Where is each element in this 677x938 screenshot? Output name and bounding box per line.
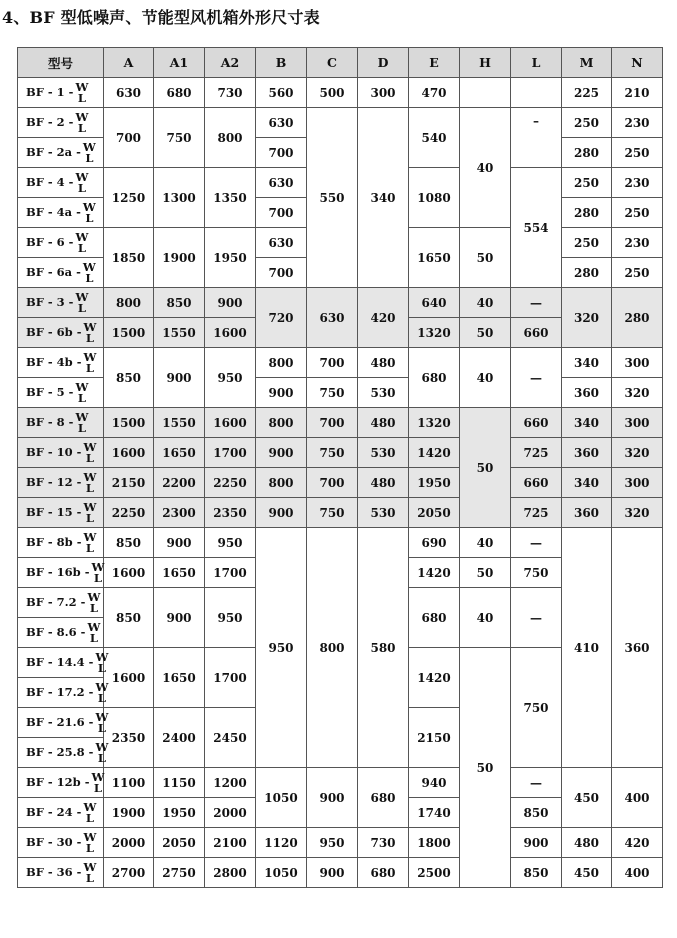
table-cell: 850 bbox=[104, 348, 154, 408]
table-cell: 1600 bbox=[104, 438, 154, 468]
table-row bbox=[18, 468, 663, 498]
table-cell: 800 bbox=[104, 288, 154, 318]
table-cell: 1740 bbox=[409, 798, 460, 828]
table-cell: 250 bbox=[612, 198, 663, 228]
wl-suffix: W L bbox=[83, 319, 97, 345]
table-cell: 700 bbox=[104, 108, 154, 168]
table-cell: 320 bbox=[612, 498, 663, 528]
table-cell: 2000 bbox=[104, 828, 154, 858]
table-cell: 50 bbox=[460, 228, 511, 288]
model-name: BF - 8 - bbox=[26, 414, 74, 429]
wl-suffix: W L bbox=[75, 109, 89, 135]
model-name: BF - 8.6 - bbox=[26, 624, 86, 639]
model-name: BF - 3 - bbox=[26, 294, 74, 309]
table-cell: 300 bbox=[612, 408, 663, 438]
table-cell: 320 bbox=[562, 288, 612, 348]
model-cell bbox=[18, 258, 104, 288]
header-cell: D bbox=[358, 48, 409, 78]
table-cell: 2400 bbox=[154, 708, 205, 768]
model-name: BF - 2 - bbox=[26, 114, 74, 129]
wl-suffix: W L bbox=[75, 169, 89, 195]
table-cell: 250 bbox=[612, 138, 663, 168]
table-cell: 540 bbox=[409, 108, 460, 168]
table-cell: 660 bbox=[511, 318, 562, 348]
header-cell: B bbox=[256, 48, 307, 78]
table-cell: 1950 bbox=[154, 798, 205, 828]
model-cell bbox=[18, 558, 104, 588]
model-cell bbox=[18, 348, 104, 378]
model-cell bbox=[18, 498, 104, 528]
table-cell: 900 bbox=[256, 378, 307, 408]
wl-suffix: W L bbox=[75, 379, 89, 405]
header-cell: N bbox=[612, 48, 663, 78]
model-name: BF - 6b - bbox=[26, 324, 82, 339]
wl-suffix: W L bbox=[83, 529, 97, 555]
model-name: BF - 30 - bbox=[26, 834, 82, 849]
table-cell: 300 bbox=[612, 468, 663, 498]
table-cell: 900 bbox=[307, 858, 358, 888]
header-cell: L bbox=[511, 48, 562, 78]
model-cell bbox=[18, 768, 104, 798]
table-cell: 550 bbox=[307, 108, 358, 288]
wl-suffix: W L bbox=[83, 829, 97, 855]
table-cell: 360 bbox=[562, 378, 612, 408]
table-cell: 680 bbox=[358, 768, 409, 828]
table-cell: 950 bbox=[205, 348, 256, 408]
table-cell: 630 bbox=[104, 78, 154, 108]
table-cell: 360 bbox=[612, 528, 663, 768]
model-cell bbox=[18, 288, 104, 318]
wl-suffix: W L bbox=[82, 259, 96, 285]
table-cell: 400 bbox=[612, 768, 663, 828]
wl-suffix: W L bbox=[83, 859, 97, 885]
table-cell: 660 bbox=[511, 408, 562, 438]
wl-suffix: W L bbox=[95, 709, 109, 735]
table-cell: 700 bbox=[256, 138, 307, 168]
model-name: BF - 6 - bbox=[26, 234, 74, 249]
table-cell: 700 bbox=[307, 348, 358, 378]
table-cell: 950 bbox=[205, 528, 256, 558]
table-cell: 2700 bbox=[104, 858, 154, 888]
table-cell: 640 bbox=[409, 288, 460, 318]
table-cell: 1600 bbox=[104, 558, 154, 588]
table-cell: 50 bbox=[460, 318, 511, 348]
wl-suffix: W L bbox=[87, 619, 101, 645]
model-cell bbox=[18, 378, 104, 408]
table-row bbox=[18, 528, 663, 558]
table-cell: 1250 bbox=[104, 168, 154, 228]
table-cell: 800 bbox=[256, 408, 307, 438]
table-cell: 250 bbox=[562, 168, 612, 198]
wl-suffix: W L bbox=[95, 739, 109, 765]
table-cell: 1850 bbox=[104, 228, 154, 288]
table-cell: 230 bbox=[612, 168, 663, 198]
table-cell: 50 bbox=[460, 408, 511, 528]
table-cell: 900 bbox=[256, 498, 307, 528]
table-cell: 690 bbox=[409, 528, 460, 558]
table-cell: 730 bbox=[205, 78, 256, 108]
model-name: BF - 6a - bbox=[26, 264, 81, 279]
table-cell: 700 bbox=[307, 408, 358, 438]
table-cell: 420 bbox=[358, 288, 409, 348]
table-cell: 280 bbox=[562, 138, 612, 168]
table-cell: 1650 bbox=[154, 438, 205, 468]
model-name: BF - 36 - bbox=[26, 864, 82, 879]
table-cell: 800 bbox=[256, 468, 307, 498]
table-cell: 225 bbox=[562, 78, 612, 108]
table-cell: 1050 bbox=[256, 768, 307, 828]
header-cell: A bbox=[104, 48, 154, 78]
table-cell: 280 bbox=[612, 288, 663, 348]
wl-suffix: W L bbox=[95, 679, 109, 705]
model-cell bbox=[18, 828, 104, 858]
table-cell: 680 bbox=[358, 858, 409, 888]
header-cell: C bbox=[307, 48, 358, 78]
table-cell: 2350 bbox=[205, 498, 256, 528]
table-cell: 660 bbox=[511, 468, 562, 498]
table-cell: 800 bbox=[256, 348, 307, 378]
table-cell: 530 bbox=[358, 438, 409, 468]
header-cell: A1 bbox=[154, 48, 205, 78]
table-cell: 2050 bbox=[409, 498, 460, 528]
table-cell: 850 bbox=[104, 528, 154, 558]
table-cell: 1900 bbox=[154, 228, 205, 288]
wl-suffix: W L bbox=[75, 409, 89, 435]
table-cell: 800 bbox=[205, 108, 256, 168]
model-cell bbox=[18, 708, 109, 738]
model-cell bbox=[18, 738, 109, 768]
model-name: BF - 14.4 - bbox=[26, 654, 94, 669]
table-cell: 1700 bbox=[205, 438, 256, 468]
table-cell: 2100 bbox=[205, 828, 256, 858]
table-cell: 1950 bbox=[205, 228, 256, 288]
model-cell bbox=[18, 528, 104, 558]
wl-suffix: W L bbox=[95, 649, 109, 675]
table-cell: 1650 bbox=[409, 228, 460, 288]
table-cell: 750 bbox=[154, 108, 205, 168]
table-cell: 1900 bbox=[104, 798, 154, 828]
table-cell: 630 bbox=[307, 288, 358, 348]
model-name: BF - 4 - bbox=[26, 174, 74, 189]
table-cell: 850 bbox=[104, 588, 154, 648]
table-cell: 750 bbox=[307, 378, 358, 408]
wl-suffix: W L bbox=[87, 589, 101, 615]
model-name: BF - 21.6 - bbox=[26, 714, 94, 729]
table-cell: 1600 bbox=[205, 408, 256, 438]
table-row bbox=[18, 828, 663, 858]
table-cell: 1500 bbox=[104, 318, 154, 348]
table-cell: 280 bbox=[562, 258, 612, 288]
table-cell: 40 bbox=[460, 348, 511, 408]
table-cell: 940 bbox=[409, 768, 460, 798]
table-cell: 1120 bbox=[256, 828, 307, 858]
header-cell: M bbox=[562, 48, 612, 78]
table-cell: 40 bbox=[460, 288, 511, 318]
table-cell: 450 bbox=[562, 768, 612, 828]
table-cell: 900 bbox=[256, 438, 307, 468]
table-cell: 480 bbox=[358, 468, 409, 498]
header-row bbox=[18, 48, 663, 78]
table-cell: 725 bbox=[511, 438, 562, 468]
wl-suffix: W L bbox=[83, 349, 97, 375]
table-cell: 900 bbox=[154, 348, 205, 408]
table-cell: 1500 bbox=[104, 408, 154, 438]
model-cell bbox=[18, 858, 104, 888]
table-cell: 500 bbox=[307, 78, 358, 108]
table-cell: 1550 bbox=[154, 318, 205, 348]
table-cell: 2350 bbox=[104, 708, 154, 768]
table-cell: 340 bbox=[562, 348, 612, 378]
table-cell: 750 bbox=[307, 438, 358, 468]
table-row bbox=[18, 498, 663, 528]
model-name: BF - 12 - bbox=[26, 474, 82, 489]
table-cell: 630 bbox=[256, 168, 307, 198]
table-cell: 1800 bbox=[409, 828, 460, 858]
table-cell: 700 bbox=[256, 198, 307, 228]
table-cell: 1320 bbox=[409, 318, 460, 348]
table-cell: 2800 bbox=[205, 858, 256, 888]
table-cell bbox=[511, 78, 562, 108]
wl-suffix: W L bbox=[82, 139, 96, 165]
table-cell: 750 bbox=[307, 498, 358, 528]
table-cell: 630 bbox=[256, 108, 307, 138]
model-name: BF - 4a - bbox=[26, 204, 81, 219]
table-cell: 250 bbox=[562, 228, 612, 258]
table-cell: 1320 bbox=[409, 408, 460, 438]
table-cell: — bbox=[511, 288, 562, 318]
table-cell: 950 bbox=[256, 528, 307, 768]
table-cell: 480 bbox=[358, 408, 409, 438]
table-cell: 400 bbox=[612, 858, 663, 888]
header-cell: E bbox=[409, 48, 460, 78]
table-cell: 750 bbox=[511, 558, 562, 588]
table-cell: 680 bbox=[154, 78, 205, 108]
model-name: BF - 8b - bbox=[26, 534, 82, 549]
table-cell: 950 bbox=[205, 588, 256, 648]
table-cell: 300 bbox=[612, 348, 663, 378]
model-cell bbox=[18, 408, 104, 438]
table-cell: 850 bbox=[154, 288, 205, 318]
table-cell: 300 bbox=[358, 78, 409, 108]
table-cell: 210 bbox=[612, 78, 663, 108]
table-cell: 340 bbox=[562, 408, 612, 438]
table-cell: 700 bbox=[307, 468, 358, 498]
wl-suffix: W L bbox=[82, 199, 96, 225]
model-name: BF - 12b - bbox=[26, 774, 90, 789]
table-cell: 410 bbox=[562, 528, 612, 768]
model-cell bbox=[18, 138, 104, 168]
model-name: BF - 10 - bbox=[26, 444, 82, 459]
table-cell: 850 bbox=[511, 858, 562, 888]
table-cell: 725 bbox=[511, 498, 562, 528]
page-title: 4、BF 型低噪声、节能型风机箱外形尺寸表 bbox=[2, 8, 320, 27]
table-cell: — bbox=[511, 348, 562, 408]
table-cell: 850 bbox=[511, 798, 562, 828]
table-cell: 50 bbox=[460, 648, 511, 888]
table-cell: 1350 bbox=[205, 168, 256, 228]
table-row bbox=[18, 288, 663, 318]
table-cell: 470 bbox=[409, 78, 460, 108]
table-row bbox=[18, 768, 663, 798]
table-cell: 1700 bbox=[205, 648, 256, 708]
table-cell: 2250 bbox=[104, 498, 154, 528]
table-cell: 1420 bbox=[409, 648, 460, 708]
model-name: BF - 24 - bbox=[26, 804, 82, 819]
wl-suffix: W L bbox=[83, 799, 97, 825]
table-row bbox=[18, 108, 663, 138]
table-cell: 420 bbox=[612, 828, 663, 858]
model-cell bbox=[18, 798, 104, 828]
model-cell bbox=[18, 618, 104, 648]
table-cell: 950 bbox=[307, 828, 358, 858]
table-cell: 1600 bbox=[104, 648, 154, 708]
table-cell: 750 bbox=[511, 648, 562, 768]
table-cell: 2300 bbox=[154, 498, 205, 528]
table-cell: 230 bbox=[612, 228, 663, 258]
table-cell: 900 bbox=[154, 528, 205, 558]
model-cell bbox=[18, 468, 104, 498]
table-cell: 320 bbox=[612, 438, 663, 468]
table-cell: 40 bbox=[460, 108, 511, 228]
wl-suffix: W L bbox=[83, 439, 97, 465]
table-cell: 554 bbox=[511, 168, 562, 288]
table-cell: 1420 bbox=[409, 438, 460, 468]
table-cell: 340 bbox=[562, 468, 612, 498]
table-row bbox=[18, 858, 663, 888]
table-row bbox=[18, 348, 663, 378]
model-name: BF - 5 - bbox=[26, 384, 74, 399]
table-cell: 2500 bbox=[409, 858, 460, 888]
table-cell: 320 bbox=[612, 378, 663, 408]
model-cell bbox=[18, 648, 109, 678]
table-cell: 250 bbox=[562, 108, 612, 138]
table-cell: 2150 bbox=[409, 708, 460, 768]
model-cell bbox=[18, 318, 104, 348]
table-cell: 720 bbox=[256, 288, 307, 348]
table-cell: 1300 bbox=[154, 168, 205, 228]
table-cell: 450 bbox=[562, 858, 612, 888]
table-cell: 40 bbox=[460, 528, 511, 558]
table-cell: 360 bbox=[562, 498, 612, 528]
table-cell: 900 bbox=[307, 768, 358, 828]
table-cell: 50 bbox=[460, 558, 511, 588]
model-name: BF - 7.2 - bbox=[26, 594, 86, 609]
table-cell: 1420 bbox=[409, 558, 460, 588]
table-cell: 560 bbox=[256, 78, 307, 108]
model-cell bbox=[18, 678, 109, 708]
table-cell: 1150 bbox=[154, 768, 205, 798]
table-row bbox=[18, 78, 663, 108]
header-cell: 型号 bbox=[18, 48, 104, 78]
table-cell: 40 bbox=[460, 588, 511, 648]
table-cell: 230 bbox=[612, 108, 663, 138]
table-cell: 1950 bbox=[409, 468, 460, 498]
model-name: BF - 25.8 - bbox=[26, 744, 94, 759]
table-cell: — bbox=[511, 588, 562, 648]
table-cell: – bbox=[511, 108, 562, 168]
model-cell bbox=[18, 228, 104, 258]
model-cell bbox=[18, 78, 104, 108]
table-cell: 700 bbox=[256, 258, 307, 288]
table-cell: 2750 bbox=[154, 858, 205, 888]
table-cell bbox=[460, 78, 511, 108]
table-cell: 340 bbox=[358, 108, 409, 288]
table-cell: 900 bbox=[205, 288, 256, 318]
table-cell: 800 bbox=[307, 528, 358, 768]
wl-suffix: W L bbox=[83, 469, 97, 495]
wl-suffix: W L bbox=[75, 229, 89, 255]
wl-suffix: W L bbox=[91, 559, 105, 585]
table-cell: 1650 bbox=[154, 558, 205, 588]
table-cell: 680 bbox=[409, 348, 460, 408]
table-cell: 2000 bbox=[205, 798, 256, 828]
table-cell: 280 bbox=[562, 198, 612, 228]
wl-suffix: W L bbox=[91, 769, 105, 795]
table-cell: 630 bbox=[256, 228, 307, 258]
model-name: BF - 17.2 - bbox=[26, 684, 94, 699]
wl-suffix: W L bbox=[83, 499, 97, 525]
table-cell: 2450 bbox=[205, 708, 256, 768]
model-cell bbox=[18, 588, 104, 618]
model-cell bbox=[18, 168, 104, 198]
dimension-table bbox=[17, 47, 663, 888]
table-cell: 2200 bbox=[154, 468, 205, 498]
table-row bbox=[18, 408, 663, 438]
model-cell bbox=[18, 198, 104, 228]
header-cell: A2 bbox=[205, 48, 256, 78]
model-name: BF - 16b - bbox=[26, 564, 90, 579]
table-cell: 900 bbox=[154, 588, 205, 648]
table-cell: 480 bbox=[358, 348, 409, 378]
wl-suffix: W L bbox=[75, 79, 89, 105]
model-name: BF - 2a - bbox=[26, 144, 81, 159]
table-cell: 480 bbox=[562, 828, 612, 858]
table-row bbox=[18, 438, 663, 468]
table-cell: 1600 bbox=[205, 318, 256, 348]
table-cell: 1050 bbox=[256, 858, 307, 888]
table-cell: 1650 bbox=[154, 648, 205, 708]
table-cell: 730 bbox=[358, 828, 409, 858]
table-cell: 1100 bbox=[104, 768, 154, 798]
table-cell: 900 bbox=[511, 828, 562, 858]
table-cell: 2250 bbox=[205, 468, 256, 498]
model-name: BF - 15 - bbox=[26, 504, 82, 519]
model-cell bbox=[18, 108, 104, 138]
table-cell: 580 bbox=[358, 528, 409, 768]
table-cell: — bbox=[511, 528, 562, 558]
table-cell: 530 bbox=[358, 378, 409, 408]
table-cell: 1550 bbox=[154, 408, 205, 438]
table-cell: 1200 bbox=[205, 768, 256, 798]
table-cell: 360 bbox=[562, 438, 612, 468]
model-name: BF - 4b - bbox=[26, 354, 82, 369]
wl-suffix: W L bbox=[75, 289, 89, 315]
table-cell: 1700 bbox=[205, 558, 256, 588]
header-cell: H bbox=[460, 48, 511, 78]
table-cell: 680 bbox=[409, 588, 460, 648]
table-cell: 530 bbox=[358, 498, 409, 528]
table-cell: 2150 bbox=[104, 468, 154, 498]
table-cell: 2050 bbox=[154, 828, 205, 858]
table-cell: 1080 bbox=[409, 168, 460, 228]
model-name: BF - 1 - bbox=[26, 84, 74, 99]
table-cell: 250 bbox=[612, 258, 663, 288]
model-cell bbox=[18, 438, 104, 468]
table-cell: — bbox=[511, 768, 562, 798]
